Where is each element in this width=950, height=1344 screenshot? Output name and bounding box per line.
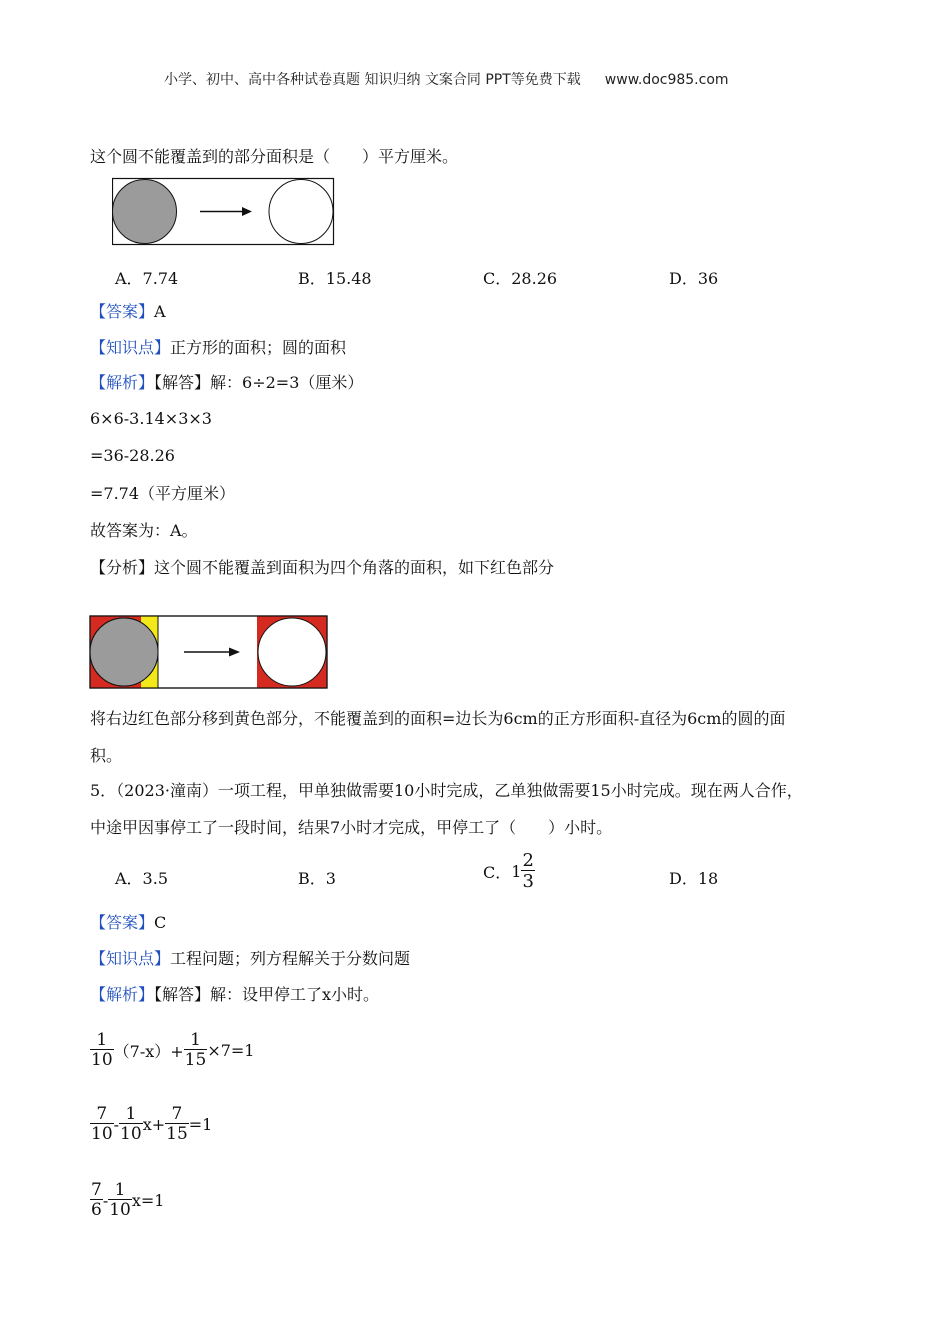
answer-tag: 【答案】 xyxy=(90,302,155,321)
fraction-denominator: 15 xyxy=(184,1050,207,1070)
fraction-numerator: 1 xyxy=(125,1104,137,1124)
q4-fenxi: 【分析】这个圆不能覆盖到面积为四个角落的面积，如下红色部分 xyxy=(90,558,555,577)
equation-text: x+ xyxy=(142,1115,166,1134)
q4-step-4: 故答案为：A。 xyxy=(90,521,198,540)
fraction-denominator: 6 xyxy=(91,1200,102,1220)
fraction-numerator: 7 xyxy=(91,1180,102,1200)
fraction xyxy=(119,1106,143,1143)
q5-analysis xyxy=(90,985,379,1005)
equation-text: =1 xyxy=(188,1115,213,1134)
fraction-denominator: 10 xyxy=(120,1124,142,1144)
analysis-first-line: 【解答】解：6÷2=3（厘米） xyxy=(154,373,364,392)
fraction-numerator: 7 xyxy=(96,1104,108,1124)
equation-text: （7-x）+ xyxy=(113,1042,184,1061)
equation-text: - xyxy=(102,1191,109,1210)
q4-step-3: =7.74（平方厘米） xyxy=(90,484,236,503)
fraction-denominator: 10 xyxy=(109,1200,131,1220)
fraction-numerator: 7 xyxy=(171,1104,183,1124)
analysis-tag: 【解析】 xyxy=(90,373,155,392)
fraction xyxy=(90,1106,114,1143)
q4-option-d[interactable]: D．36 xyxy=(669,269,719,288)
equation-text: ×7=1 xyxy=(207,1041,255,1060)
fraction-numerator: 1 xyxy=(114,1180,126,1200)
header-url[interactable]: www.doc985.com xyxy=(604,72,729,88)
q4-step-2: =36-28.26 xyxy=(90,446,175,465)
q5-option-c-whole: 1 xyxy=(511,862,522,881)
q5-stem-line-1: 5．（2023·潼南）一项工程，甲单独做需要10小时完成，乙单独做需要15小时完成。现在两人合作， xyxy=(90,781,803,800)
answer-value: A xyxy=(154,302,166,321)
page-header xyxy=(164,69,729,89)
fraction-denominator: 10 xyxy=(91,1050,113,1070)
fraction-denominator: 3 xyxy=(522,871,534,892)
q4-step-1: 6×6-3.14×3×3 xyxy=(90,409,212,428)
q4-knowledge xyxy=(90,338,346,358)
q5-equation-2 xyxy=(90,1106,212,1143)
header-text: 小学、初中、高中各种试卷真题 知识归纳 文案合同 PPT等免费下载 xyxy=(164,72,581,88)
q4-explain-line-1: 将右边红色部分移到黄色部分，不能覆盖到的面积=边长为6cm的正方形面积-直径为6cm的圆的面 xyxy=(90,709,786,728)
q4-prompt: 这个圆不能覆盖到的部分面积是（ ）平方厘米。 xyxy=(90,147,459,166)
q5-option-c[interactable] xyxy=(483,852,535,891)
fraction xyxy=(184,1032,208,1069)
equation-text: - xyxy=(113,1115,120,1134)
fraction-denominator: 15 xyxy=(166,1124,188,1144)
fraction xyxy=(108,1182,132,1219)
q5-knowledge xyxy=(90,949,410,969)
figure-circle-move xyxy=(112,177,335,247)
q5-option-a[interactable]: A．3.5 xyxy=(115,869,169,888)
q5-option-c-label: C． xyxy=(483,863,512,882)
q4-analysis xyxy=(90,373,363,393)
q4-option-b[interactable]: B．15.48 xyxy=(298,269,372,288)
fraction-denominator: 10 xyxy=(91,1124,113,1144)
q5-answer xyxy=(90,913,166,933)
equation-text: x=1 xyxy=(131,1191,165,1210)
q5-option-d[interactable]: D．18 xyxy=(669,869,719,888)
q5-equation-3 xyxy=(90,1182,164,1219)
analysis-first-line: 【解答】解：设甲停工了x小时。 xyxy=(154,985,380,1004)
fraction xyxy=(90,1182,103,1219)
q4-option-a[interactable]: A．7.74 xyxy=(115,269,179,288)
fraction-numerator: 2 xyxy=(522,850,534,871)
figure-corner-regions xyxy=(89,615,329,691)
answer-tag: 【答案】 xyxy=(90,913,155,932)
analysis-tag: 【解析】 xyxy=(90,985,155,1004)
q4-answer xyxy=(90,302,166,322)
q5-stem-line-2: 中途甲因事停工了一段时间，结果7小时才完成，甲停工了（ ）小时。 xyxy=(90,818,613,837)
q5-option-b[interactable]: B．3 xyxy=(298,869,336,888)
q5-option-c-fraction xyxy=(521,852,534,891)
knowledge-tag: 【知识点】 xyxy=(90,949,171,968)
q4-explain-line-2: 积。 xyxy=(90,746,123,765)
answer-value: C xyxy=(154,913,167,932)
q4-option-c[interactable]: C．28.26 xyxy=(483,269,558,288)
fraction xyxy=(165,1106,189,1143)
knowledge-value: 工程问题；列方程解关于分数问题 xyxy=(170,949,411,968)
knowledge-value: 正方形的面积；圆的面积 xyxy=(170,338,347,357)
fraction-numerator: 1 xyxy=(190,1030,201,1050)
q5-equation-1 xyxy=(90,1032,254,1069)
knowledge-tag: 【知识点】 xyxy=(90,338,171,357)
fraction xyxy=(90,1032,114,1069)
fraction-numerator: 1 xyxy=(96,1030,108,1050)
